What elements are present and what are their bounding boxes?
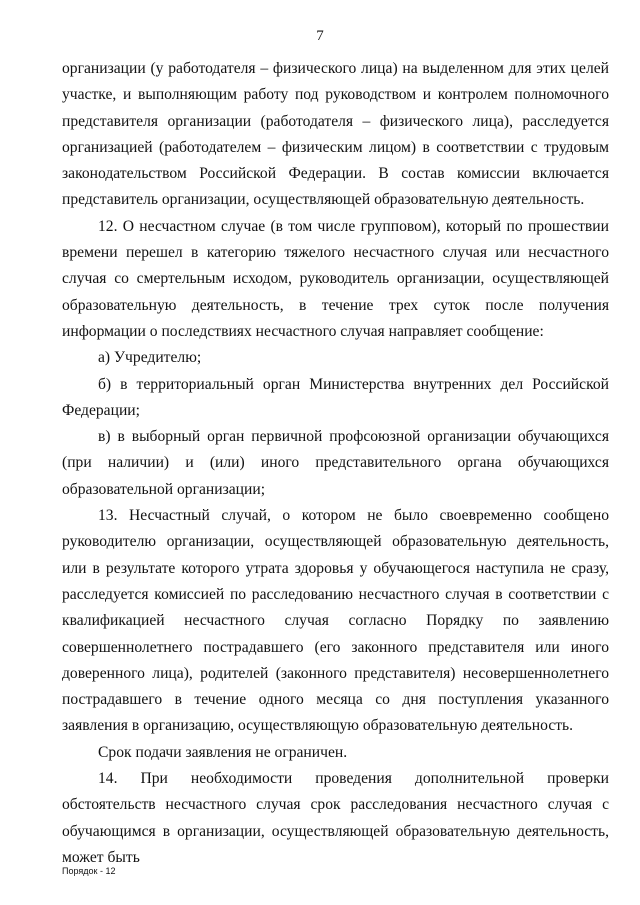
paragraph: организации (у работодателя – физического лица) на выделенном для этих целей участке, и выполняющим работу под руководством и контролем полномочного представителя организации (работодателя – физического лица), расследуется организацией (работодателем – физическим лицом) в соответствии с трудовым законодательством Российской Федерации. В состав комиссии включается представитель организации, осуществляющей образовательную деятельность. xyxy=(62,60,609,209)
paragraph: б) в территориальный орган Министерства внутренних дел Российской Федерации; xyxy=(62,375,609,419)
paragraph: а) Учредителю; xyxy=(98,349,202,367)
document-body xyxy=(62,56,609,871)
paragraph: 12. О несчастном случае (в том числе групповом), который по прошествии времени перешел в категорию тяжелого несчастного случая или несчастного случая со смертельным исходом, руководитель организации, осуществляющей образовательную деятельность, в течение трех суток после получения информации о последствиях несчастного случая направляет сообщение: xyxy=(62,217,609,340)
paragraph: 13. Несчастный случай, о котором не было своевременно сообщено руководителю организации, осуществляющей образовательную деятельность, или в результате которого утрата здоровья у обучающегося наступила не сразу, расследуется комиссией по расследованию несчастного случая в соответствии с квалификацией несчастного случая согласно Порядку по заявлению совершеннолетнего пострадавшего (его законного представителя или иного доверенного лица), родителей (законного представителя) несовершеннолетнего пострадавшего в течение одного месяца со дня поступления указанного заявления в организацию, осуществляющую образовательную деятельность. xyxy=(62,507,609,735)
paragraph: в) в выборный орган первичной профсоюзной организации обучающихся (при наличии) и (или) иного представительного органа обучающихся образовательной организации; xyxy=(62,428,609,498)
footer-label: Порядок - 12 xyxy=(62,866,116,876)
page-number: 7 xyxy=(316,28,324,44)
paragraph: Срок подачи заявления не ограничен. xyxy=(98,743,348,761)
paragraph: 14. При необходимости проведения дополнительной проверки обстоятельств несчастного случая срок расследования несчастного случая с обучающимся в организации, осуществляющей образовательную деятельность, может быть xyxy=(62,770,609,866)
